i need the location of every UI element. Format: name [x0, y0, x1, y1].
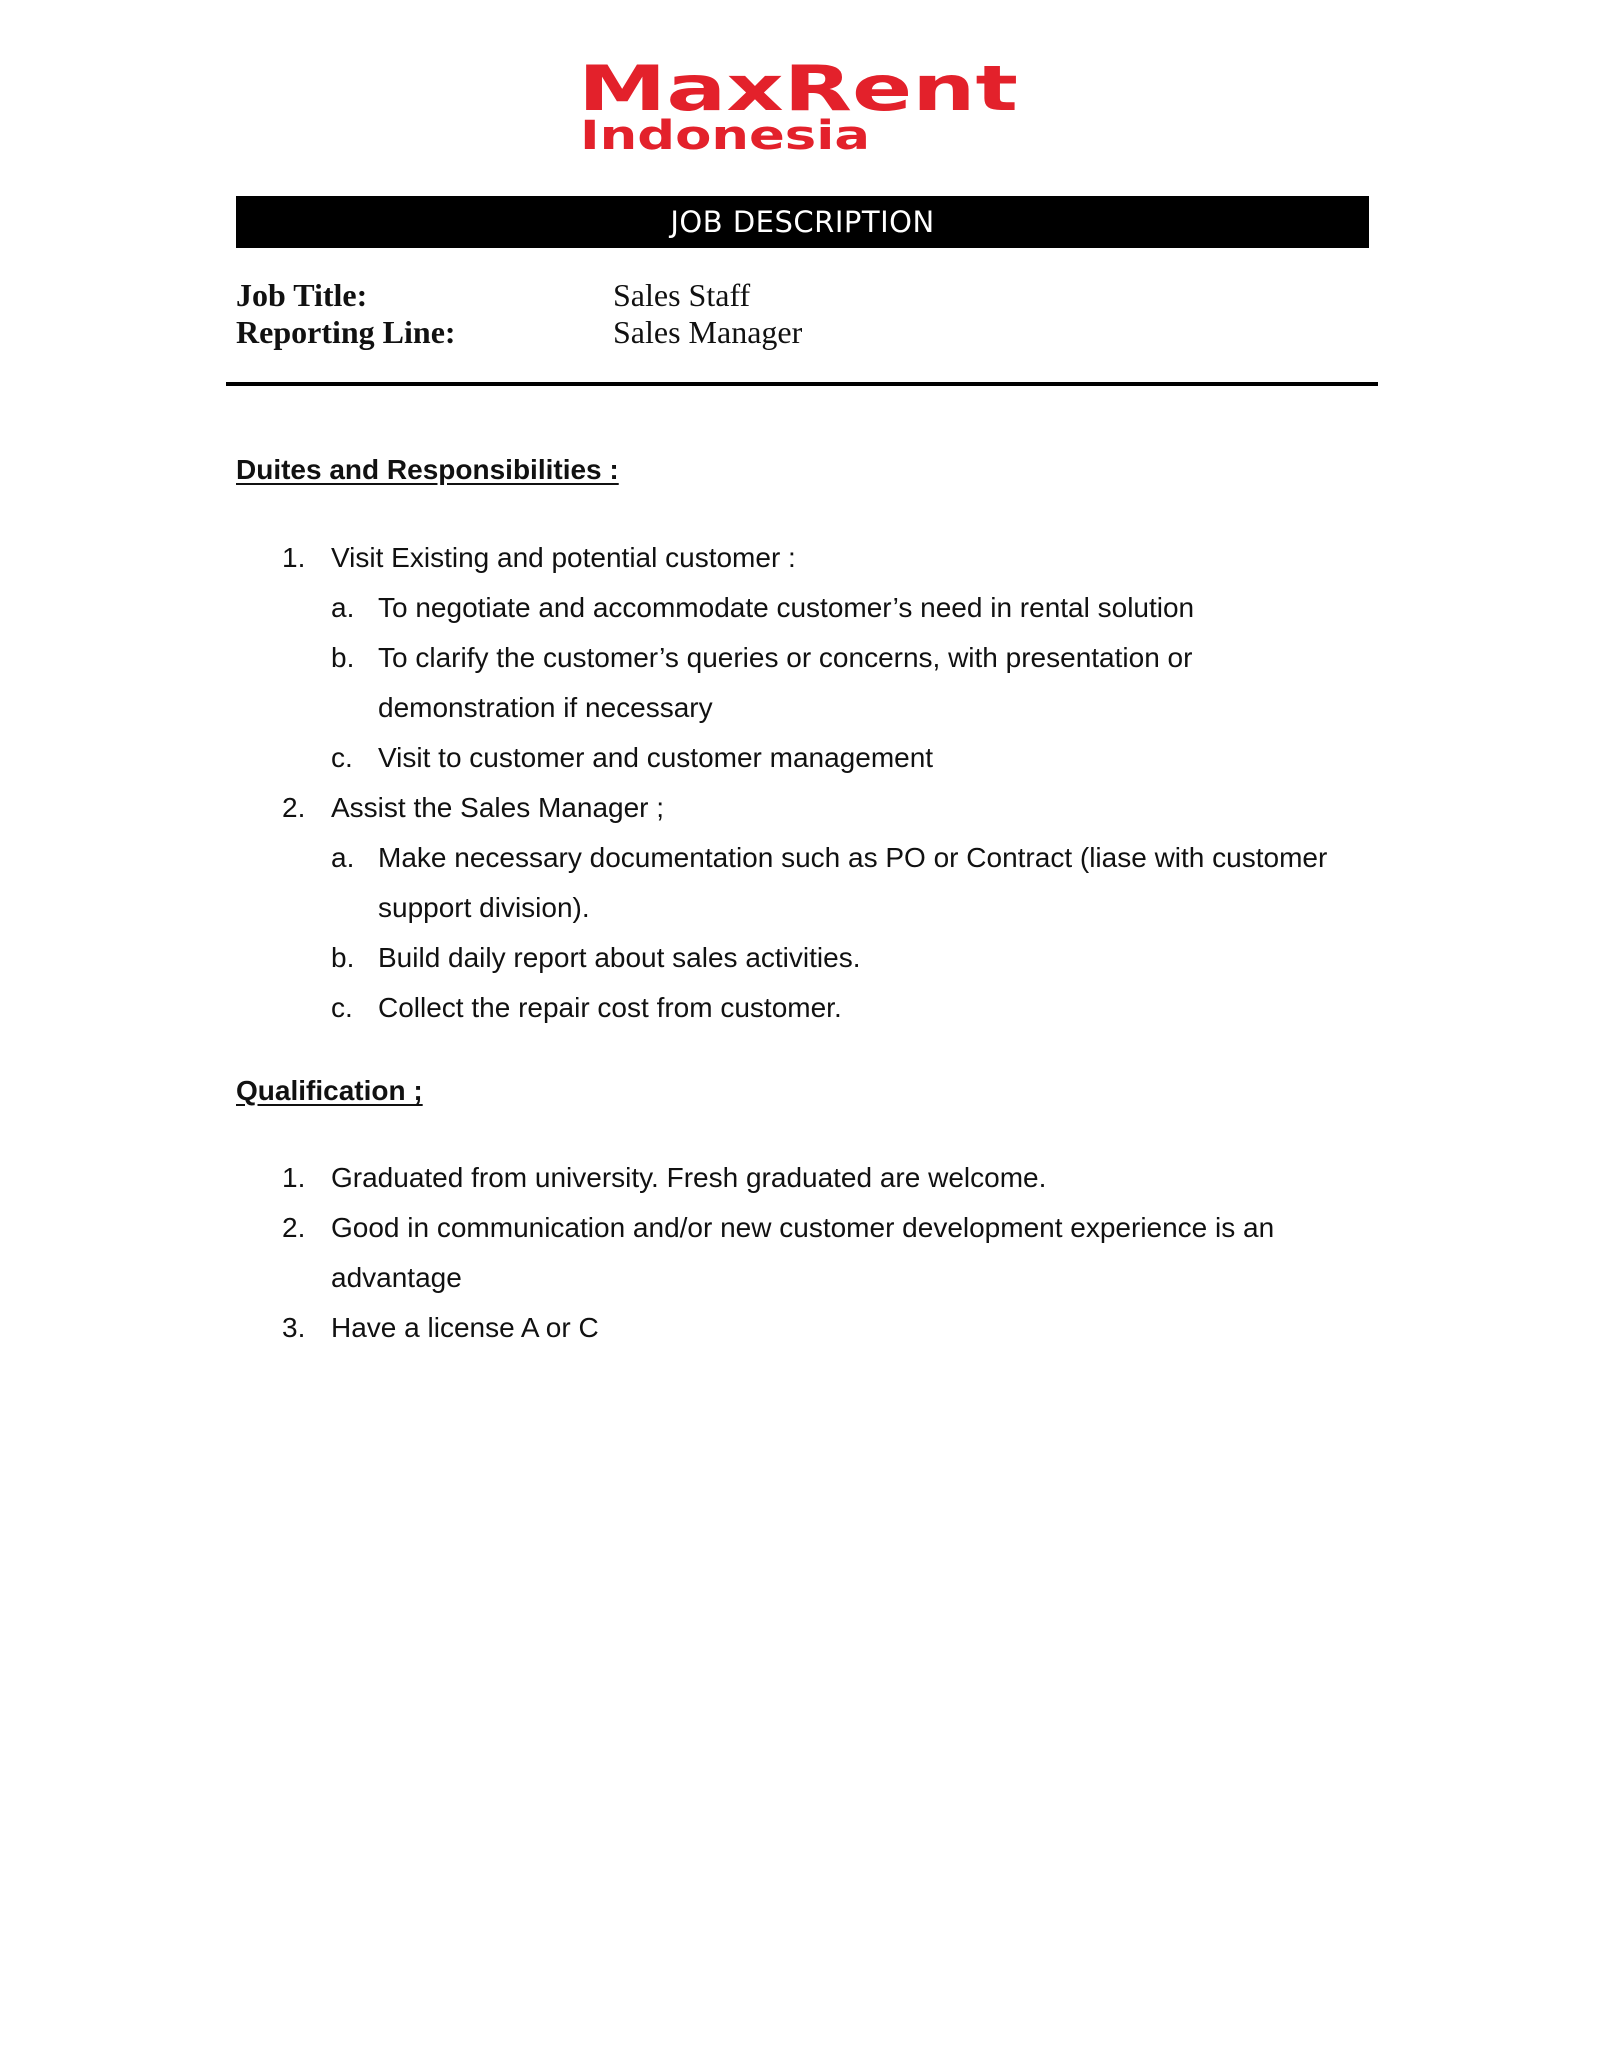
reporting-line-value: Sales Manager: [613, 314, 803, 350]
item-text: Visit Existing and potential customer :: [331, 542, 796, 573]
sub-item-text: Collect the repair cost from customer.: [378, 992, 842, 1023]
qualification-heading: Qualification ;: [236, 1075, 423, 1106]
job-info: [236, 277, 802, 351]
item-number: 2.: [282, 792, 306, 823]
sub-item-text: To negotiate and accommodate customer’s need in rental solution: [378, 592, 1195, 623]
list-item: [236, 1303, 1386, 1353]
sub-item-continuation: [236, 883, 1386, 933]
duties-heading: Duites and Responsibilities :: [236, 454, 619, 485]
sub-item-letter: a.: [331, 592, 355, 623]
sub-item-letter: c.: [331, 742, 353, 773]
item-text: Good in communication and/or new customer development experience is an: [331, 1212, 1275, 1243]
sub-item: [236, 833, 1386, 883]
sub-item-text: To clarify the customer’s queries or concerns, with presentation or: [378, 642, 1193, 673]
job-title-value: Sales Staff: [613, 277, 751, 313]
sub-item: [236, 633, 1386, 683]
sub-item: [236, 983, 1386, 1033]
reporting-line-row: [236, 314, 802, 351]
list-item: [236, 1203, 1386, 1253]
horizontal-divider: [226, 382, 1378, 386]
duties-list: [236, 533, 1386, 1033]
reporting-line-label: Reporting Line:: [236, 314, 456, 350]
item-text: Have a license A or C: [331, 1312, 599, 1343]
item-number: 1.: [282, 542, 306, 573]
sub-item-text: support division).: [378, 892, 590, 923]
sub-item-text: Build daily report about sales activities.: [378, 942, 861, 973]
sub-item-letter: b.: [331, 642, 355, 673]
sub-item-letter: a.: [331, 842, 355, 873]
list-item: [236, 533, 1386, 583]
list-item: [236, 1153, 1386, 1203]
sub-item-letter: c.: [331, 992, 353, 1023]
item-text: Assist the Sales Manager ;: [331, 792, 665, 823]
company-logo: [578, 58, 1018, 158]
logo-line1: MaxRent: [578, 58, 1018, 125]
list-item: [236, 783, 1386, 833]
banner-title: JOB DESCRIPTION: [670, 205, 935, 239]
job-description-banner: [236, 196, 1369, 248]
sub-item-continuation: [236, 683, 1386, 733]
item-number: 3.: [282, 1312, 306, 1343]
job-title-label: Job Title:: [236, 277, 368, 313]
item-text: Graduated from university. Fresh graduated are welcome.: [331, 1162, 1047, 1193]
item-text: advantage: [331, 1262, 462, 1293]
sub-item-text: demonstration if necessary: [378, 692, 713, 723]
sub-item-text: Make necessary documentation such as PO or Contract (liase with customer: [378, 842, 1328, 873]
item-number: 2.: [282, 1212, 306, 1243]
sub-item: [236, 933, 1386, 983]
sub-item: [236, 583, 1386, 633]
item-number: 1.: [282, 1162, 306, 1193]
logo-line2: Indonesia: [580, 113, 870, 158]
list-item-continuation: [236, 1253, 1386, 1303]
sub-item-text: Visit to customer and customer management: [378, 742, 934, 773]
job-title-row: [236, 277, 802, 314]
sub-item-letter: b.: [331, 942, 355, 973]
sub-item: [236, 733, 1386, 783]
qualification-list: [236, 1153, 1386, 1353]
